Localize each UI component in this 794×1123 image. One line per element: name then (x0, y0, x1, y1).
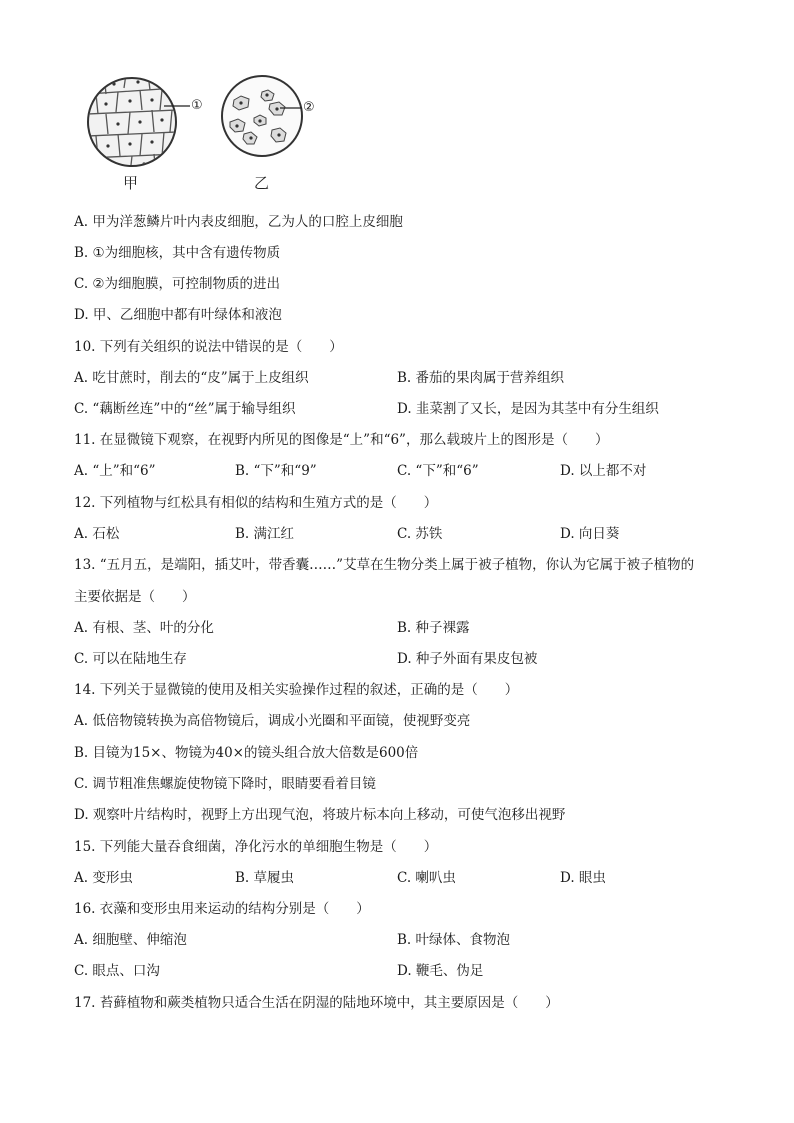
q13-option-c: C. 可以在陆地生存 (74, 651, 187, 667)
q10-option-b: B. 番茄的果肉属于营养组织 (397, 370, 565, 386)
marker-2-label: ② (303, 100, 315, 115)
q13-option-d: D. 种子外面有果皮包被 (397, 651, 538, 667)
onion-cell-micrograph (88, 74, 190, 174)
q9-option-d: D. 甲、乙细胞中都有叶绿体和液泡 (74, 307, 282, 323)
q14-option-a: A. 低倍物镜转换为高倍物镜后，调成小光圈和平面镜，使视野变亮 (74, 713, 471, 729)
q12-stem: 12. 下列植物与红松具有相似的结构和生殖方式的是（ ） (74, 495, 438, 511)
q15-option-c: C. 喇叭虫 (397, 870, 456, 886)
q9-option-b: B. ①为细胞核，其中含有遗传物质 (74, 245, 281, 261)
q11-stem: 11. 在显微镜下观察，在视野内所见的图像是“上”和“6”，那么载玻片上的图形是（ ） (74, 432, 609, 448)
q10-stem: 10. 下列有关组织的说法中错误的是（ ） (74, 339, 343, 355)
q12-option-a: A. 石松 (74, 526, 120, 542)
q17-stem: 17. 苔藓植物和蕨类植物只适合生活在阴湿的陆地环境中，其主要原因是（ ） (74, 995, 559, 1011)
q12-option-d: D. 向日葵 (560, 526, 620, 542)
q15-stem: 15. 下列能大量吞食细菌，净化污水的单细胞生物是（ ） (74, 839, 438, 855)
figure-label-yi: 乙 (254, 174, 270, 192)
q12-option-c: C. 苏铁 (397, 526, 443, 542)
q10-option-a: A. 吃甘蔗时，削去的“皮”属于上皮组织 (74, 370, 309, 386)
cheek-cell-micrograph (222, 76, 302, 156)
q14-option-c: C. 调节粗准焦螺旋使物镜下降时，眼睛要看着目镜 (74, 776, 376, 792)
q11-option-d: D. 以上都不对 (560, 463, 647, 479)
marker-1-label: ① (191, 98, 203, 113)
figure-label-jia: 甲 (123, 174, 139, 192)
q15-option-a: A. 变形虫 (74, 870, 133, 886)
q11-option-c: C. “下”和“6” (397, 463, 479, 479)
q16-option-b: B. 叶绿体、食物泡 (397, 932, 511, 948)
q14-option-d: D. 观察叶片结构时，视野上方出现气泡，将玻片标本向上移动，可使气泡移出视野 (74, 807, 566, 823)
q15-option-d: D. 眼虫 (560, 870, 606, 886)
q16-option-c: C. 眼点、口沟 (74, 963, 160, 979)
q14-option-b: B. 目镜为15×、物镜为40×的镜头组合放大倍数是600倍 (74, 745, 419, 761)
q13-stem-line2: 主要依据是（ ） (74, 589, 196, 605)
q10-option-d: D. 韭菜割了又长，是因为其茎中有分生组织 (397, 401, 659, 417)
q13-option-a: A. 有根、茎、叶的分化 (74, 620, 214, 636)
q12-option-b: B. 满江红 (235, 526, 295, 542)
q14-stem: 14. 下列关于显微镜的使用及相关实验操作过程的叙述，正确的是（ ） (74, 682, 519, 698)
q16-stem: 16. 衣藻和变形虫用来运动的结构分别是（ ） (74, 901, 370, 917)
q9-option-c: C. ②为细胞膜，可控制物质的进出 (74, 276, 281, 292)
q11-option-a: A. “上”和“6” (74, 463, 156, 479)
q16-option-a: A. 细胞壁、伸缩泡 (74, 932, 187, 948)
q11-option-b: B. “下”和“9” (235, 463, 317, 479)
q16-option-d: D. 鞭毛、伪足 (397, 963, 484, 979)
q13-option-b: B. 种子裸露 (397, 620, 470, 636)
q9-option-a: A. 甲为洋葱鳞片叶内表皮细胞，乙为人的口腔上皮细胞 (74, 214, 403, 230)
q13-stem-line1: 13. “五月五，是端阳，插艾叶，带香囊……”艾草在生物分类上属于被子植物，你认为它属于被子植物的 (74, 557, 695, 573)
q10-option-c: C. “藕断丝连”中的“丝”属于输导组织 (74, 401, 296, 417)
q15-option-b: B. 草履虫 (235, 870, 295, 886)
cell-figure (84, 74, 344, 194)
